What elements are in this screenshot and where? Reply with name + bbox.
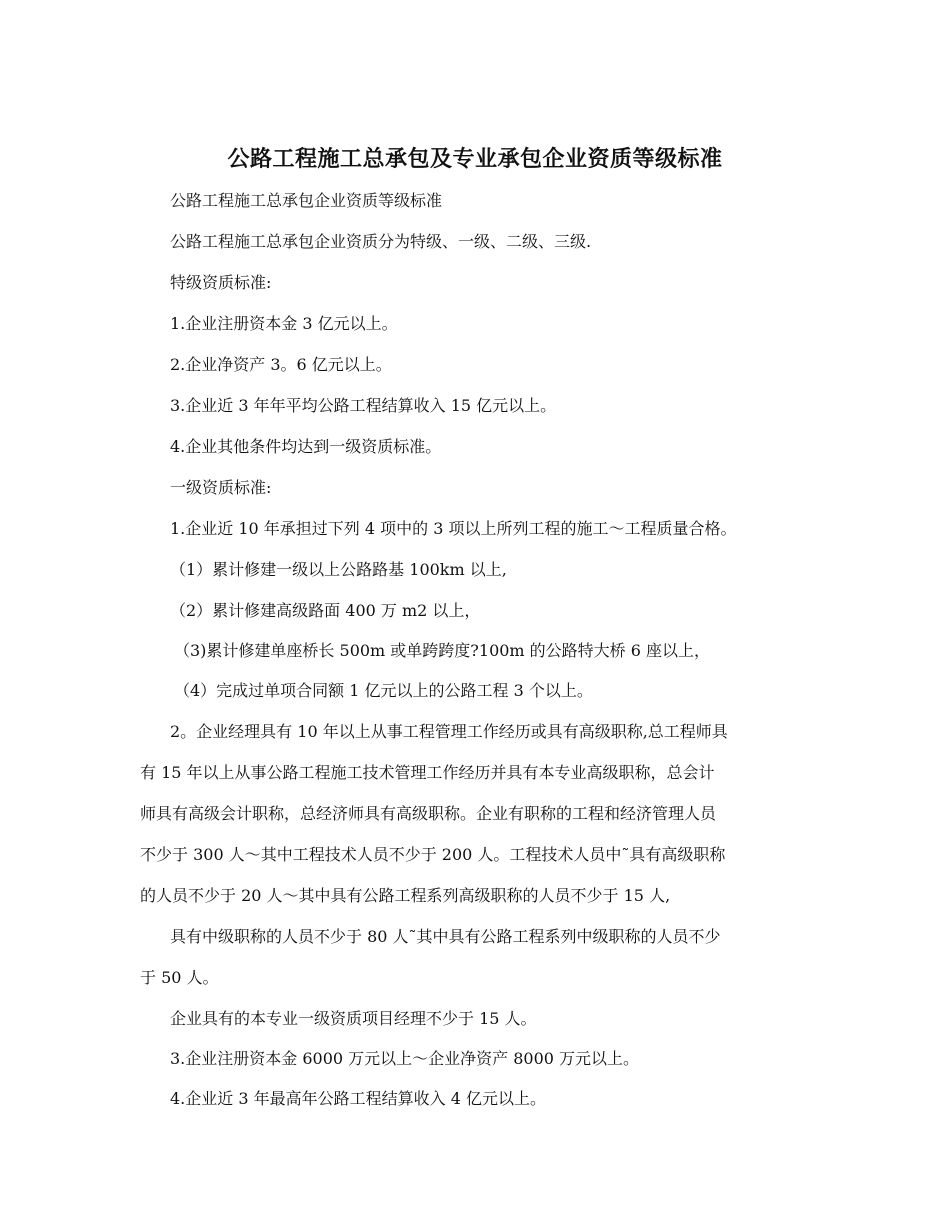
text-line: 公路工程施工总承包企业资质等级标准 bbox=[170, 191, 443, 210]
text-line: 有 15 年以上从事公路工程施工技术管理工作经历并具有本专业高级职称，总会计 bbox=[140, 763, 715, 782]
text-line: 4.企业近 3 年最高年公路工程结算收入 4 亿元以上。 bbox=[170, 1089, 546, 1108]
text-line: 4.企业其他条件均达到一级资质标准。 bbox=[170, 437, 442, 456]
text-line: 1.企业近 10 年承担过下列 4 项中的 3 项以上所列工程的施工～工程质量合格。 bbox=[170, 519, 737, 538]
text-line: 2。企业经理具有 10 年以上从事工程管理工作经历或具有高级职称,总工程师具 bbox=[170, 722, 728, 741]
document-title: 公路工程施工总承包及专业承包企业资质等级标准 bbox=[227, 146, 723, 172]
text-line: 2.企业净资产 3。6 亿元以上。 bbox=[170, 355, 392, 374]
text-line: （2）累计修建高级路面 400 万 m2 以上， bbox=[170, 601, 481, 620]
text-line: 于 50 人。 bbox=[140, 968, 219, 987]
text-line: 3.企业注册资本金 6000 万元以上～企业净资产 8000 万元以上。 bbox=[170, 1049, 640, 1068]
text-line: 一级资质标准: bbox=[170, 478, 272, 497]
text-line: （1）累计修建一级以上公路路基 100km 以上, bbox=[170, 560, 507, 579]
text-line: 师具有高级会计职称，总经济师具有高级职称。企业有职称的工程和经济管理人员 bbox=[140, 804, 717, 823]
text-line: 的人员不少于 20 人～其中具有公路工程系列高级职称的人员不少于 15 人, bbox=[140, 886, 671, 905]
text-line: 具有中级职称的人员不少于 80 人˜其中具有公路工程系列中级职称的人员不少 bbox=[170, 927, 721, 946]
text-line: （3)累计修建单座桥长 500m 或单跨跨度?100m 的公路特大桥 6 座以上， bbox=[174, 641, 711, 660]
text-line: 1.企业注册资本金 3 亿元以上。 bbox=[170, 314, 398, 333]
text-line: 特级资质标准: bbox=[170, 273, 272, 292]
text-line: （4）完成过单项合同额 1 亿元以上的公路工程 3 个以上。 bbox=[174, 681, 593, 700]
text-line: 企业具有的本专业一级资质项目经理不少于 15 人。 bbox=[170, 1009, 537, 1028]
text-line: 不少于 300 人～其中工程技术人员不少于 200 人。工程技术人员中˜具有高级职称 bbox=[140, 845, 726, 864]
text-line: 3.企业近 3 年年平均公路工程结算收入 15 亿元以上。 bbox=[170, 396, 557, 415]
text-line: 公路工程施工总承包企业资质分为特级、一级、二级、三级. bbox=[170, 232, 592, 251]
